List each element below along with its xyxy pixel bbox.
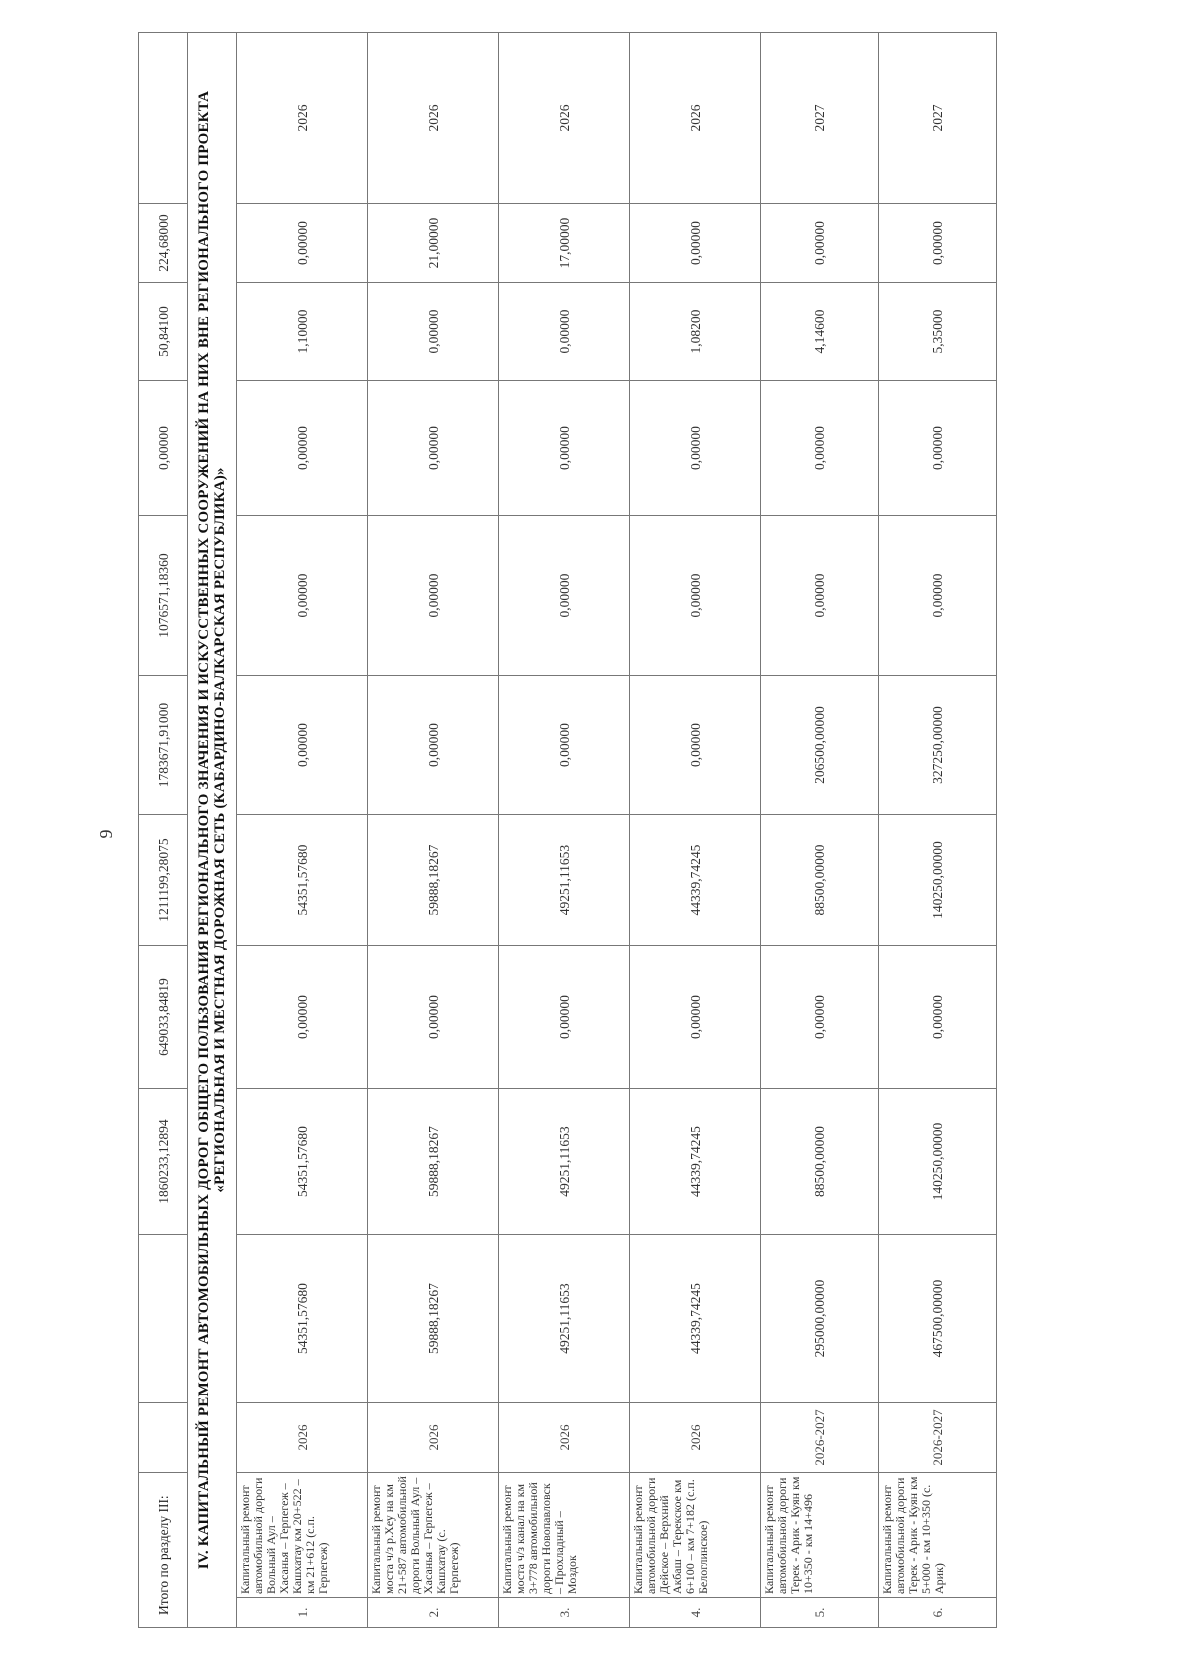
value-cell: 59888,18267 <box>368 815 499 946</box>
object-name: Капитальный ремонт автомобильной дороги Терек - Арик - Куян км 10+350 - км 14+496 <box>761 1473 879 1598</box>
value-cell: 467500,00000 <box>879 1235 997 1403</box>
row-index: 2. <box>368 1598 499 1628</box>
budget-table <box>138 32 997 1628</box>
value-cell: 0,00000 <box>879 946 997 1089</box>
value-cell: 0,00000 <box>879 204 997 283</box>
table-row <box>630 33 761 1628</box>
value-cell: 0,00000 <box>368 381 499 516</box>
value-cell: 5,35000 <box>879 283 997 381</box>
total-value: 224,68000 <box>139 204 188 283</box>
completion-year: 2026 <box>499 33 630 204</box>
value-cell: 0,00000 <box>879 516 997 676</box>
value-cell: 49251,11653 <box>499 815 630 946</box>
row-index: 4. <box>630 1598 761 1628</box>
value-cell: 59888,18267 <box>368 1235 499 1403</box>
value-cell: 206500,00000 <box>761 676 879 815</box>
value-cell: 88500,00000 <box>761 815 879 946</box>
completion-year: 2027 <box>761 33 879 204</box>
object-name: Капитальный ремонт автомобильной дороги Терек - Арик - Куян км 5+000 - км 10+350 (с. Арик) <box>879 1473 997 1598</box>
completion-year: 2026 <box>237 33 368 204</box>
total-value: 1076571,18360 <box>139 516 188 676</box>
value-cell: 0,00000 <box>630 204 761 283</box>
value-cell: 54351,57680 <box>237 1235 368 1403</box>
value-cell: 0,00000 <box>237 676 368 815</box>
value-cell: 0,00000 <box>630 516 761 676</box>
value-cell: 0,00000 <box>761 204 879 283</box>
value-cell: 0,00000 <box>630 676 761 815</box>
value-cell: 44339,74245 <box>630 815 761 946</box>
value-cell: 140250,00000 <box>879 1089 997 1235</box>
value-cell: 295000,00000 <box>761 1235 879 1403</box>
value-cell: 0,00000 <box>630 946 761 1089</box>
total-value: 1860233,12894 <box>139 1089 188 1235</box>
object-name: Капитальный ремонт моста ч/з канал на км 3+778 автомобильной дороги Новопавловск – Прохладный – Моздок <box>499 1473 630 1598</box>
value-cell: 0,00000 <box>368 946 499 1089</box>
object-name: Капитальный ремонт автомобильной дороги Дейское – Верхний Акбаш – Терекское км 6+100 – км 7+182 (с.п. Белоглинское) <box>630 1473 761 1598</box>
cell-empty <box>139 1403 188 1473</box>
value-cell: 0,00000 <box>761 946 879 1089</box>
row-index: 1. <box>237 1598 368 1628</box>
implementation-period: 2026 <box>368 1403 499 1473</box>
total-value: 1211199,28075 <box>139 815 188 946</box>
value-cell: 0,00000 <box>761 381 879 516</box>
value-cell: 44339,74245 <box>630 1235 761 1403</box>
cell-empty <box>139 33 188 204</box>
value-cell: 59888,18267 <box>368 1089 499 1235</box>
implementation-period: 2026 <box>499 1403 630 1473</box>
value-cell: 49251,11653 <box>499 1235 630 1403</box>
value-cell: 0,00000 <box>499 381 630 516</box>
implementation-period: 2026 <box>630 1403 761 1473</box>
value-cell: 0,00000 <box>237 946 368 1089</box>
value-cell: 1,10000 <box>237 283 368 381</box>
row-index: 6. <box>879 1598 997 1628</box>
value-cell: 0,00000 <box>368 676 499 815</box>
value-cell: 44339,74245 <box>630 1089 761 1235</box>
table-row <box>761 33 879 1628</box>
row-index: 3. <box>499 1598 630 1628</box>
value-cell: 0,00000 <box>499 283 630 381</box>
completion-year: 2026 <box>368 33 499 204</box>
value-cell: 0,00000 <box>237 204 368 283</box>
table-row <box>879 33 997 1628</box>
value-cell: 0,00000 <box>368 283 499 381</box>
implementation-period: 2026-2027 <box>879 1403 997 1473</box>
value-cell: 0,00000 <box>630 381 761 516</box>
total-value: 649033,84819 <box>139 946 188 1089</box>
section-total-row <box>139 33 188 1628</box>
implementation-period: 2026-2027 <box>761 1403 879 1473</box>
table-row <box>499 33 630 1628</box>
value-cell: 54351,57680 <box>237 815 368 946</box>
value-cell: 0,00000 <box>237 381 368 516</box>
cell-empty <box>139 1235 188 1403</box>
value-cell: 0,00000 <box>879 381 997 516</box>
section-heading-row <box>188 33 237 1628</box>
page-number: 9 <box>96 829 116 839</box>
object-name: Капитальный ремонт автомобильной дороги Вольный Аул – Хасанья – Герпегеж – Кашхатау км 20+522 – км 21+612 (с.п. Герпегеж) <box>237 1473 368 1598</box>
rotated-table-sheet <box>138 33 1008 1628</box>
value-cell: 17,00000 <box>499 204 630 283</box>
completion-year: 2027 <box>879 33 997 204</box>
value-cell: 88500,00000 <box>761 1089 879 1235</box>
value-cell: 327250,00000 <box>879 676 997 815</box>
section-total-label: Итого по разделу III: <box>139 1473 188 1628</box>
table-row <box>237 33 368 1628</box>
value-cell: 0,00000 <box>368 516 499 676</box>
value-cell: 140250,00000 <box>879 815 997 946</box>
value-cell: 21,00000 <box>368 204 499 283</box>
section-title: IV. КАПИТАЛЬНЫЙ РЕМОНТ АВТОМОБИЛЬНЫХ ДОРОГ ОБЩЕГО ПОЛЬЗОВАНИЯ РЕГИОНАЛЬНОГО ЗНАЧЕНИЯ И ИСКУССТВЕННЫХ СООРУЖЕНИЙ НА НИХ ВНЕ РЕГИОНАЛЬНОГО ПРОЕКТА «РЕГИОНАЛЬНАЯ И МЕСТНАЯ ДОРОЖНАЯ СЕТЬ (КАБАРДИНО-БАЛКАРСКАЯ РЕСПУБЛИКА)» <box>188 33 237 1628</box>
value-cell: 0,00000 <box>237 516 368 676</box>
value-cell: 0,00000 <box>499 946 630 1089</box>
value-cell: 4,14600 <box>761 283 879 381</box>
value-cell: 54351,57680 <box>237 1089 368 1235</box>
object-name: Капитальный ремонт моста ч/з р.Хеу на км 21+587 автомобильной дороги Вольный Аул – Хасанья – Герпегеж – Кашхатау (с. Герпегеж) <box>368 1473 499 1598</box>
value-cell: 0,00000 <box>499 676 630 815</box>
implementation-period: 2026 <box>237 1403 368 1473</box>
table-row <box>368 33 499 1628</box>
completion-year: 2026 <box>630 33 761 204</box>
value-cell: 0,00000 <box>499 516 630 676</box>
total-value: 0,00000 <box>139 381 188 516</box>
value-cell: 1,08200 <box>630 283 761 381</box>
row-index: 5. <box>761 1598 879 1628</box>
value-cell: 49251,11653 <box>499 1089 630 1235</box>
total-value: 50,84100 <box>139 283 188 381</box>
total-value: 1783671,91000 <box>139 676 188 815</box>
value-cell: 0,00000 <box>761 516 879 676</box>
